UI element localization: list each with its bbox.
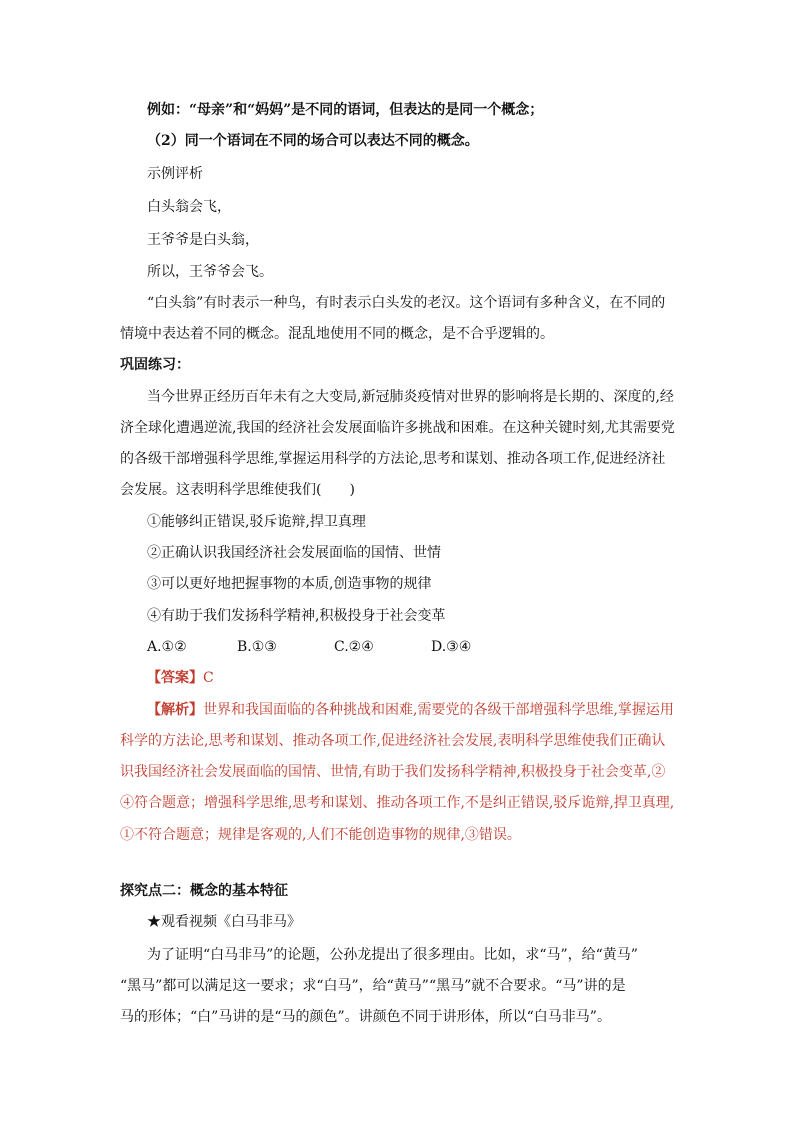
explanation-line: 情境中表达着不同的概念。混乱地使用不同的概念，是不合乎逻辑的。	[120, 326, 554, 342]
option-b: B.①③	[237, 639, 277, 655]
syllogism-line: 王爷爷是白头翁，	[147, 232, 259, 248]
analysis-line: 科学的方法论,思考和谋划、推动各项工作,促进经济社会发展,表明科学思维使我们正确认	[120, 733, 666, 749]
point-2: （2）同一个语词在不同的场合可以表达不同的概念。	[147, 133, 479, 149]
statement-2: ②正确认识我国经济社会发展面临的国情、世情	[147, 545, 441, 561]
answer-tag: 【答案】	[147, 670, 203, 686]
statement-1: ①能够纠正错误,驳斥诡辩,捍卫真理	[147, 514, 366, 530]
analysis-line	[147, 700, 674, 720]
body-line: 为了证明“白马非马”的论题，公孙龙提出了很多理由。比如，求“马”，给“黄马”	[147, 947, 638, 963]
video-line: ★观看视频《白马非马》	[147, 914, 301, 930]
example-line: 例如：“母亲”和“妈妈”是不同的语词，但表达的是同一个概念；	[147, 102, 544, 118]
analysis-tag: 【解析】	[147, 702, 203, 718]
answer-value: C	[203, 670, 214, 686]
answer-line	[147, 668, 214, 688]
section2-heading: 探究点二：概念的基本特征	[120, 883, 288, 899]
syllogism-line: 所以，王爷爷会飞。	[147, 264, 273, 280]
analysis-line: ①不符合题意；规律是客观的,人们不能创造事物的规律,③错误。	[120, 827, 521, 843]
statement-4: ④有助于我们发扬科学精神,积极投身于社会变革	[147, 608, 446, 624]
syllogism-line: 白头翁会飞，	[147, 199, 231, 215]
option-a: A.①②	[147, 639, 187, 655]
analysis-line: ④符合题意；增强科学思维,思考和谋划、推动各项工作,不是纠正错误,驳斥诡辩,捍卫真理,	[120, 795, 675, 811]
question-line: 会发展。这表明科学思维使我们( )	[120, 482, 355, 498]
question-line: 的各级干部增强科学思维,掌握运用科学的方法论,思考和谋划、推动各项工作,促进经济社	[120, 451, 666, 467]
question-line: 当今世界正经历百年未有之大变局,新冠肺炎疫情对世界的影响将是长期的、深度的,经	[147, 389, 674, 405]
body-line: 马的形体；“白”马讲的是“马的颜色”。讲颜色不同于讲形体，所以“白马非马”。	[120, 1009, 611, 1025]
analysis-title: 示例评析	[147, 166, 203, 182]
explanation-line: “白头翁”有时表示一种鸟，有时表示白头发的老汉。这个语词有多种含义，在不同的	[147, 295, 666, 311]
analysis-line: 识我国经济社会发展面临的国情、世情,有助于我们发扬科学精神,积极投身于社会变革,②	[120, 764, 666, 780]
question-line: 济全球化遭遇逆流,我国的经济社会发展面临许多挑战和困难。在这种关键时刻,尤其需要党	[120, 420, 675, 436]
statement-3: ③可以更好地把握事物的本质,创造事物的规律	[147, 576, 432, 592]
options-row	[147, 637, 471, 657]
option-d: D.③④	[431, 639, 472, 655]
analysis-text: 世界和我国面临的各种挑战和困难,需要党的各级干部增强科学思维,掌握运用	[203, 702, 674, 718]
body-line: “黑马”都可以满足这一要求；求“白马”，给“黄马”“黑马”就不合要求。“马”讲的是	[120, 978, 626, 994]
option-c: C.②④	[334, 639, 374, 655]
practice-heading: 巩固练习：	[120, 357, 190, 373]
